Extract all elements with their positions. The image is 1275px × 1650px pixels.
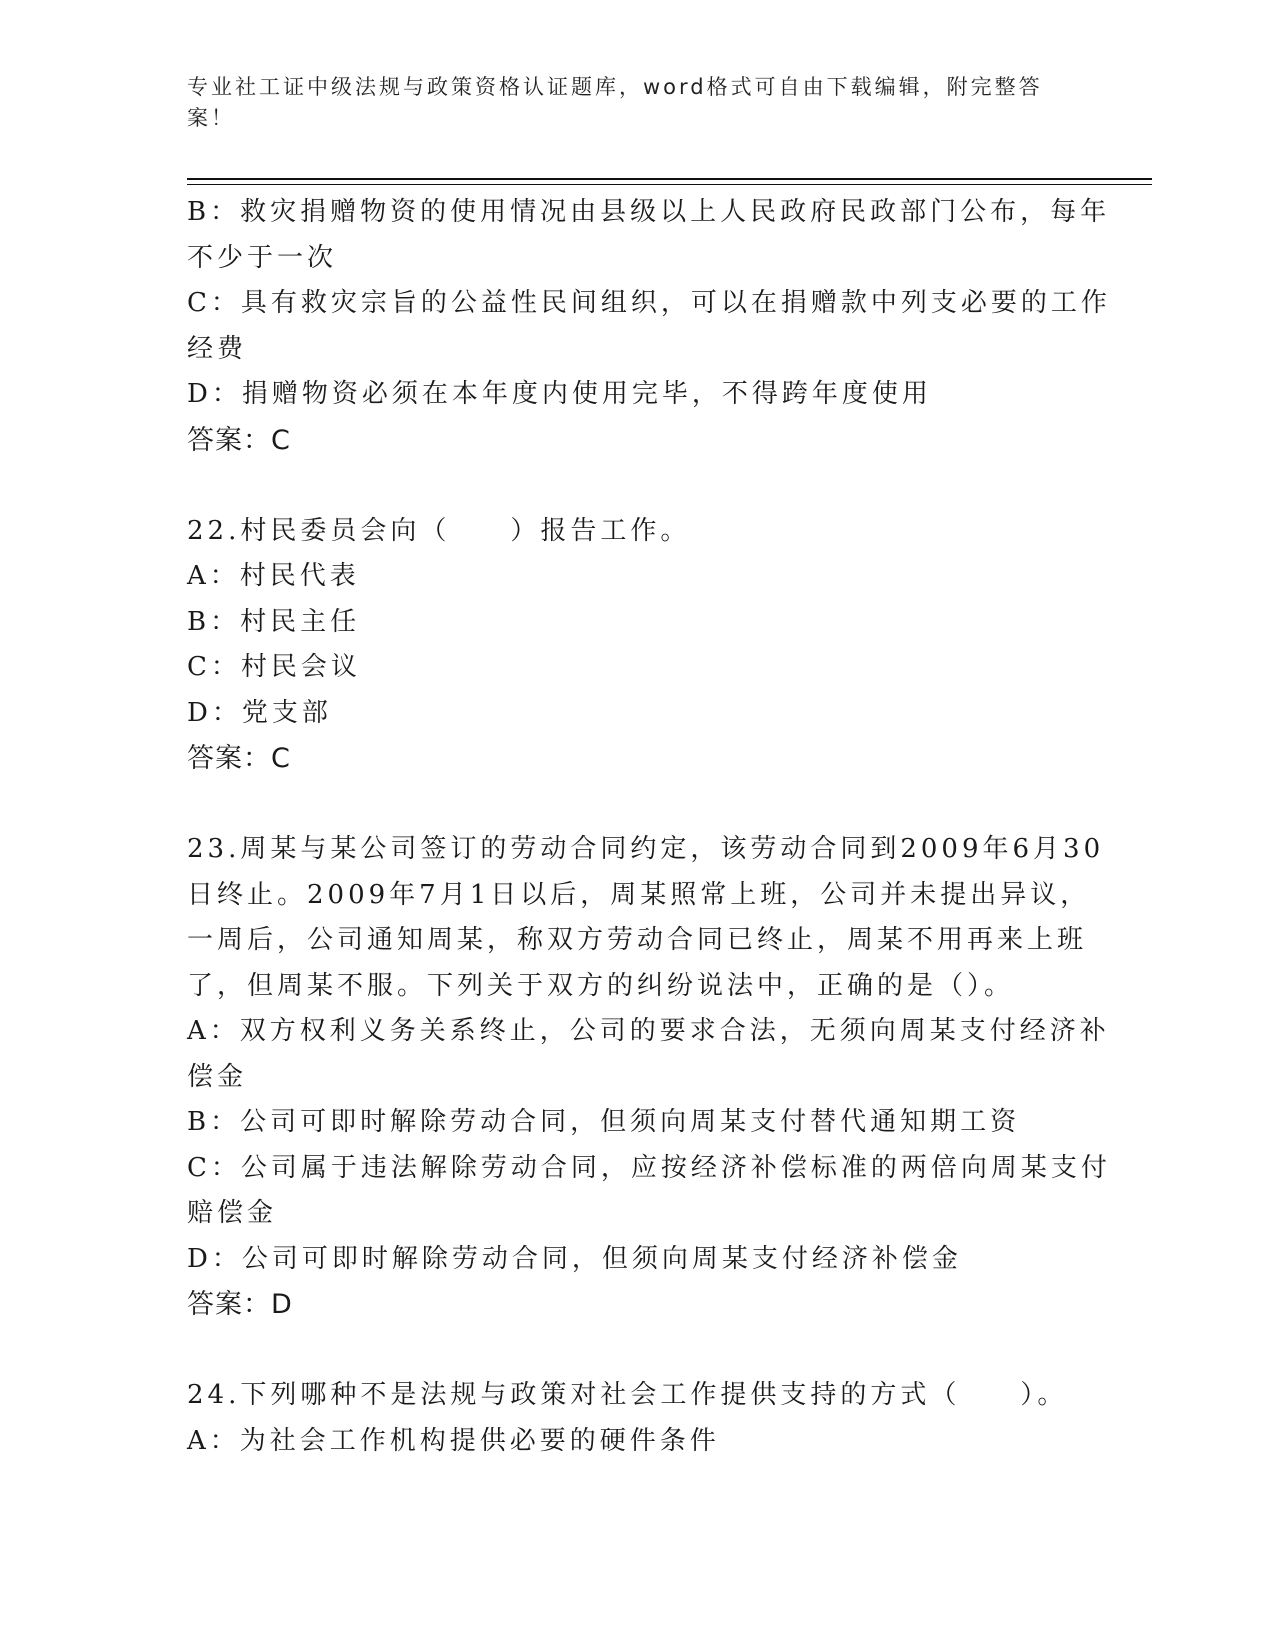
q22-option-a: A：村民代表 (187, 561, 360, 591)
q23-option-c-line-1: C：公司属于违法解除劳动合同，应按经济补偿标准的两倍向周某支付 (187, 1152, 1111, 1183)
question-24 (187, 1373, 1077, 1464)
spacer (187, 782, 1077, 828)
q23-stem-line-3: 一周后，公司通知周某，称双方劳动合同已终止，周某不用再来上班 (187, 925, 1088, 955)
header-rule-thin (187, 184, 1152, 185)
q21-answer: 答案：C (187, 424, 291, 456)
q23-stem-line-2: 日终止。2009年7月1日以后，周某照常上班，公司并未提出异议， (187, 879, 1091, 910)
q24-option-a: A：为社会工作机构提供必要的硬件条件 (187, 1425, 720, 1456)
question-23 (187, 827, 1111, 1328)
document-header (187, 72, 1067, 134)
header-line-2: 案！ (187, 106, 235, 130)
question-content (187, 190, 1111, 1464)
q23-option-a-line-1: A：双方权利义务关系终止，公司的要求合法，无须向周某支付经济补 (187, 1016, 1110, 1046)
header-line-1: 专业社工证中级法规与政策资格认证题库，word格式可自由下载编辑，附完整答 (187, 75, 1043, 99)
q22-answer: 答案：C (187, 743, 291, 774)
q23-stem-line-1: 23.周某与某公司签订的劳动合同约定，该劳动合同到2009年6月30 (187, 834, 1105, 864)
question-21 (187, 190, 1111, 463)
q22-option-b: B：村民主任 (187, 606, 361, 637)
q21-option-c-line-2: 经费 (187, 333, 248, 364)
header-rule-thick (187, 178, 1152, 180)
q23-answer: 答案：D (187, 1289, 293, 1320)
q23-option-c-line-2: 赔偿金 (187, 1198, 278, 1228)
spacer (187, 1328, 1077, 1374)
q23-option-a-line-2: 偿金 (187, 1061, 248, 1092)
q21-option-b-line-1: B：救灾捐赠物资的使用情况由县级以上人民政府民政部门公布，每年 (187, 197, 1111, 227)
question-22 (187, 509, 1077, 782)
q23-option-b: B：公司可即时解除劳动合同，但须向周某支付替代通知期工资 (187, 1107, 1021, 1137)
q23-option-d: D：公司可即时解除劳动合同，但须向周某支付经济补偿金 (187, 1243, 962, 1274)
q21-option-c-line-1: C：具有救灾宗旨的公益性民间组织，可以在捐赠款中列支必要的工作 (187, 288, 1111, 318)
q21-option-d: D：捐赠物资必须在本年度内使用完毕，不得跨年度使用 (187, 379, 932, 409)
spacer (187, 463, 1077, 509)
q22-stem: 22.村民委员会向（ ）报告工作。 (187, 515, 691, 546)
q23-stem-line-4: 了，但周某不服。下列关于双方的纠纷说法中，正确的是（）。 (187, 970, 1015, 1001)
q24-stem: 24.下列哪种不是法规与政策对社会工作提供支持的方式（ ）。 (187, 1380, 1068, 1410)
q21-option-b-line-2: 不少于一次 (187, 242, 338, 273)
q22-option-d: D：党支部 (187, 697, 332, 728)
q22-option-c: C：村民会议 (187, 652, 361, 682)
